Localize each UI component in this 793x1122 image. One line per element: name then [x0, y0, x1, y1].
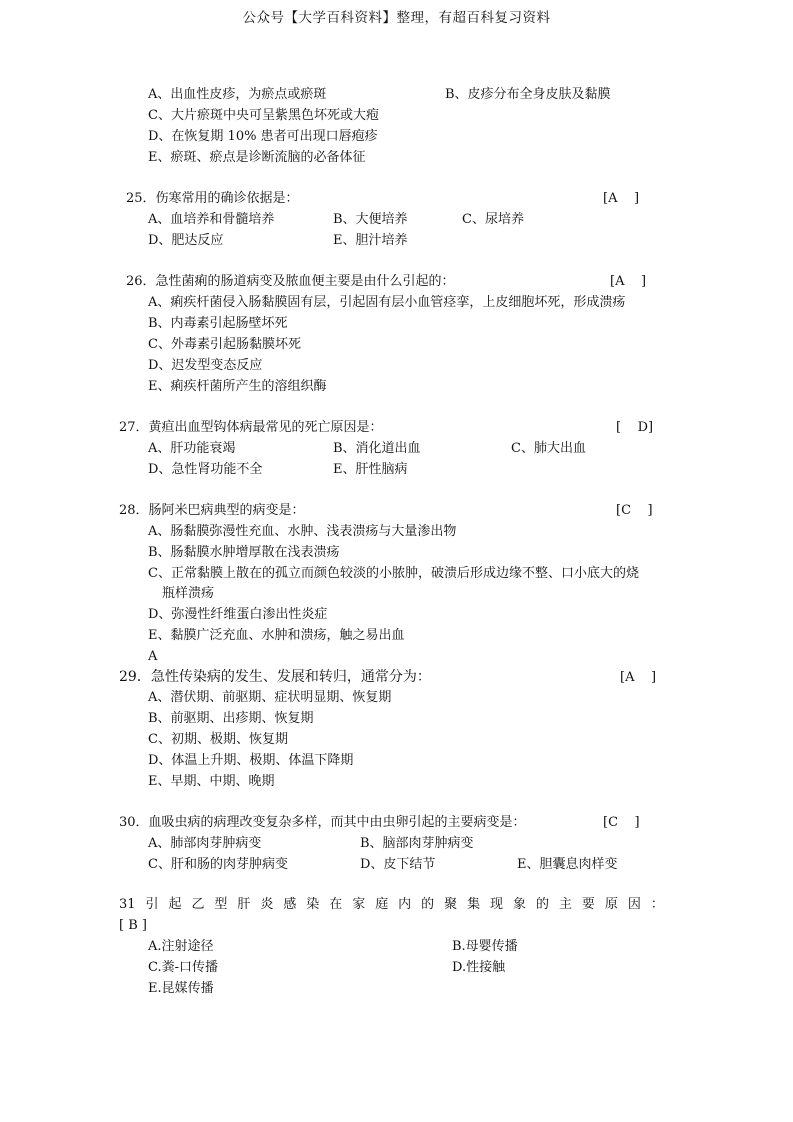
q29-option-b: B、前驱期、出疹期、恢复期 — [148, 711, 314, 726]
q31-stem-char: 在 — [329, 897, 343, 912]
q31-stem-char: 象 — [513, 897, 527, 912]
q25-answer: [A ] — [603, 191, 640, 206]
q31-stem-char: 31 — [119, 897, 136, 912]
q27-option-d: D、急性肾功能不全 — [148, 462, 263, 477]
q31-stem-char: 染 — [306, 897, 320, 912]
q29-option-c: C、初期、极期、恢复期 — [148, 732, 288, 747]
q31-option-d: D.性接触 — [452, 960, 506, 975]
q24-option-e: E、瘀斑、瘀点是诊断流脑的必备体征 — [148, 150, 366, 165]
q24-option-a: A、出血性皮疹，为瘀点或瘀斑 — [148, 87, 327, 102]
q30-option-d: D、皮下结节 — [360, 857, 436, 872]
q27-option-a: A、肝功能衰竭 — [148, 441, 236, 456]
q30-option-c: C、肝和肠的肉芽肿病变 — [148, 857, 288, 872]
q31-stem-char: 集 — [467, 897, 481, 912]
q31-option-a: A.注射途径 — [148, 939, 214, 954]
q28-stem: 28．肠阿米巴病典型的病变是： — [119, 503, 305, 518]
q31-stem-char: 因 — [627, 897, 641, 912]
q31-answer: [ B ] — [119, 918, 147, 933]
q28-answer: [C ] — [616, 503, 653, 518]
q31-stem-char: 现 — [490, 897, 504, 912]
q31-stem-char: ： — [650, 897, 664, 912]
q31-stem-char: 引 — [145, 897, 159, 912]
q30-option-e: E、胆囊息肉样变 — [517, 857, 618, 872]
q27-answer: [ D] — [616, 420, 654, 435]
q31-stem-char: 炎 — [260, 897, 274, 912]
q25-option-e: E、胆汁培养 — [333, 233, 408, 248]
q28-option-a: A、肠黏膜弥漫性充血、水肿、浅表溃疡与大量渗出物 — [148, 524, 457, 539]
q25-option-b: B、大便培养 — [333, 212, 408, 227]
q30-option-b: B、脑部肉芽肿病变 — [360, 836, 474, 851]
q31-stem-char: 庭 — [375, 897, 389, 912]
q26-stem: 26．急性菌痢的肠道病变及脓血便主要是由什么引起的： — [126, 274, 455, 289]
q31-stem — [119, 896, 664, 914]
q31-stem-char: 聚 — [444, 897, 458, 912]
q31-option-e: E.昆媒传播 — [148, 981, 214, 996]
q29-option-e: E、早期、中期、晚期 — [148, 774, 275, 789]
q31-stem-char: 主 — [558, 897, 572, 912]
q26-option-b: B、内毒素引起肠壁坏死 — [148, 316, 288, 331]
q29-stem: 29．急性传染病的发生、发展和转归，通常分为： — [119, 669, 431, 685]
q29-option-d: D、体温上升期、极期、体温下降期 — [148, 753, 354, 768]
q31-stem-char: 内 — [398, 897, 412, 912]
q24-option-b: B、皮疹分布全身皮肤及黏膜 — [445, 87, 611, 102]
q31-option-b: B.母婴传播 — [452, 939, 518, 954]
q26-option-a: A、痢疾杆菌侵入肠黏膜固有层，引起固有层小血管痉挛，上皮细胞坏死，形成溃疡 — [148, 295, 626, 310]
q28-option-d: D、弥漫性纤维蛋白渗出性炎症 — [148, 607, 328, 622]
q31-stem-char: 家 — [352, 897, 366, 912]
q28-option-c-continued: 瓶样溃疡 — [162, 586, 215, 601]
q30-stem: 30．血吸虫病的病理改变复杂多样，而其中由虫卵引起的主要病变是： — [119, 815, 526, 830]
q28-option-e: E、黏膜广泛充血、水肿和溃疡，触之易出血 — [148, 628, 405, 643]
q30-answer: [C ] — [603, 815, 640, 830]
q31-stem-char: 肝 — [237, 897, 251, 912]
q29-option-a: A、潜伏期、前驱期、症状明显期、恢复期 — [148, 690, 392, 705]
q29-answer: [A ] — [620, 670, 657, 685]
q25-option-d: D、肥达反应 — [148, 233, 224, 248]
q31-stem-char: 乙 — [191, 897, 205, 912]
page-header: 公众号【大学百科资料】整理，有超百科复习资料 — [242, 10, 551, 26]
q31-stem-char: 起 — [168, 897, 182, 912]
q26-option-c: C、外毒素引起肠黏膜坏死 — [148, 337, 301, 352]
q31-stem-char: 要 — [581, 897, 595, 912]
q31-option-c: C.粪-口传播 — [148, 960, 219, 975]
q31-stem-char: 的 — [421, 897, 435, 912]
q27-option-b: B、消化道出血 — [333, 441, 421, 456]
q31-stem-char: 型 — [214, 897, 228, 912]
q31-stem-char: 的 — [535, 897, 549, 912]
q26-answer: [A ] — [610, 274, 647, 289]
q25-option-a: A、血培养和骨髓培养 — [148, 212, 275, 227]
q30-option-a: A、肺部肉芽肿病变 — [148, 836, 262, 851]
q31-stem-char: 感 — [283, 897, 297, 912]
q27-option-c: C、肺大出血 — [511, 441, 586, 456]
q26-option-e: E、痢疾杆菌所产生的溶组织酶 — [148, 379, 327, 394]
q25-option-c: C、尿培养 — [462, 212, 524, 227]
q31-stem-char: 原 — [604, 897, 618, 912]
q28-option-b: B、肠黏膜水肿增厚散在浅表溃疡 — [148, 545, 340, 560]
q24-option-c: C、大片瘀斑中央可呈紫黑色坏死或大疱 — [148, 108, 379, 123]
q25-stem: 25．伤寒常用的确诊依据是： — [126, 191, 299, 206]
q27-stem: 27．黄疸出血型钩体病最常见的死亡原因是： — [119, 420, 383, 435]
q28-option-c: C、正常黏膜上散在的孤立而颜色较淡的小脓肿，破溃后形成边缘不整、口小底大的烧 — [148, 566, 639, 581]
q27-option-e: E、肝性脑病 — [333, 462, 408, 477]
q28-stray-letter: A — [148, 649, 158, 664]
q24-option-d: D、在恢复期 10% 患者可出现口唇疱疹 — [148, 129, 378, 144]
q26-option-d: D、迟发型变态反应 — [148, 358, 263, 373]
